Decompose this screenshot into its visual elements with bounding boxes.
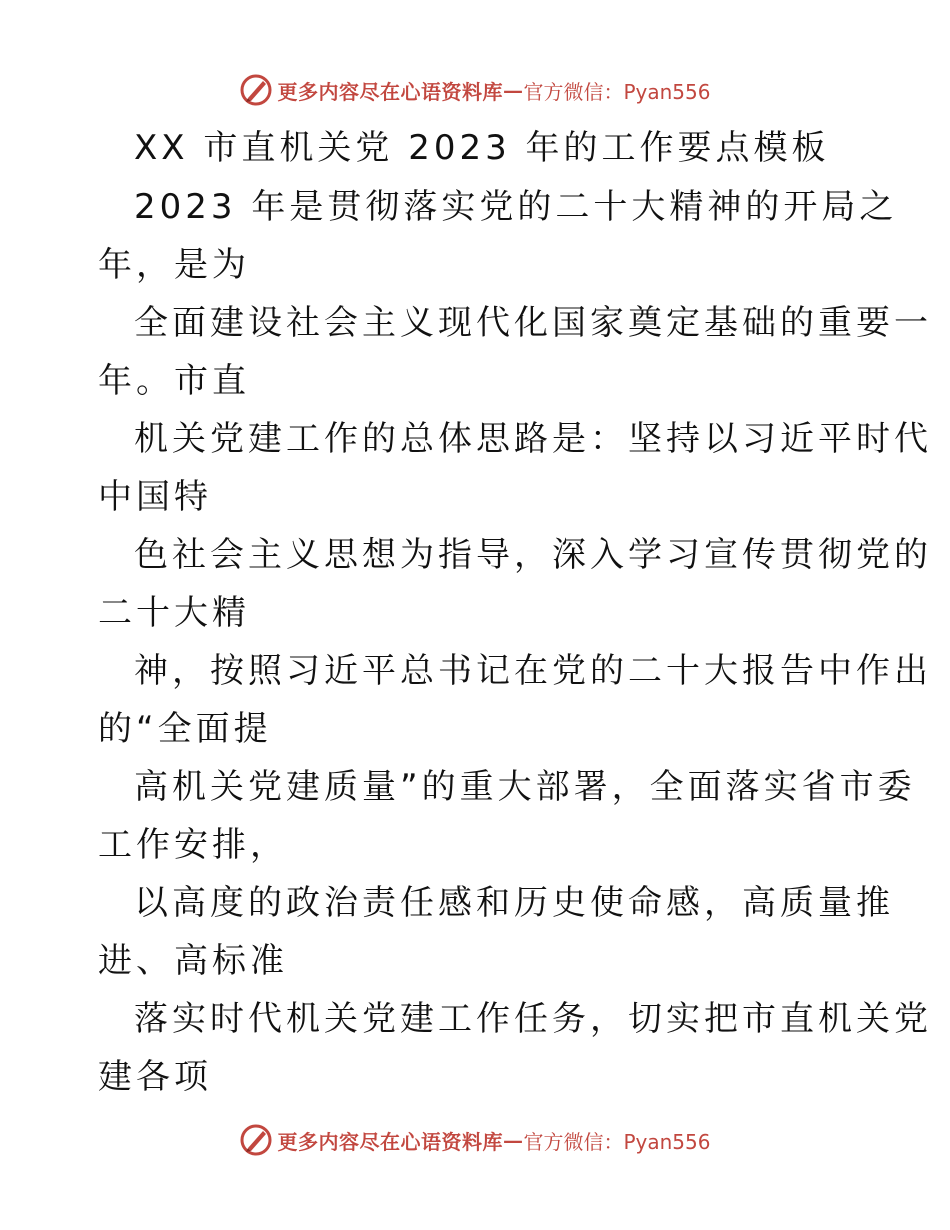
document-title: XX 市直机关党 2023 年的工作要点模板 <box>134 128 830 168</box>
watermark-separator: — <box>502 1128 524 1152</box>
paragraph-line: 年。市直 <box>98 361 250 401</box>
paragraph-line: 机关党建工作的总体思路是：坚持以习近平时代 <box>134 419 932 459</box>
paragraph-line: 二十大精 <box>98 593 250 633</box>
pen-seal-logo-icon <box>239 1123 273 1157</box>
watermark-text: 更多内容尽在心语资料库 <box>277 79 503 104</box>
watermark-wechat: 官方微信：Pyan556 <box>523 79 711 104</box>
paragraph-line: 进、高标准 <box>98 941 288 981</box>
watermark-text: 更多内容尽在心语资料库 <box>277 1129 503 1154</box>
paragraph-line: 工作安排， <box>98 825 288 865</box>
paragraph-line: 中国特 <box>98 477 212 517</box>
watermark-separator: — <box>502 78 524 102</box>
paragraph-line: 落实时代机关党建工作任务，切实把市直机关党 <box>134 999 932 1039</box>
paragraph-line: 色社会主义思想为指导，深入学习宣传贯彻党的 <box>134 535 932 575</box>
paragraph-line: 建各项 <box>98 1057 212 1097</box>
paragraph-line: 年，是为 <box>98 245 250 285</box>
paragraph-line: 2023 年是贯彻落实党的二十大精神的开局之 <box>134 187 898 227</box>
watermark-banner-bottom <box>0 1120 950 1160</box>
watermark-wechat: 官方微信：Pyan556 <box>523 1129 711 1154</box>
paragraph-line: 高机关党建质量”的重大部署，全面落实省市委 <box>134 767 916 807</box>
paragraph-line: 以高度的政治责任感和历史使命感，高质量推 <box>134 883 894 923</box>
paragraph-line: 神，按照习近平总书记在党的二十大报告中作出 <box>134 651 932 691</box>
paragraph-line: 全面建设社会主义现代化国家奠定基础的重要一 <box>134 303 932 343</box>
paragraph-line: 的“全面提 <box>98 709 272 749</box>
